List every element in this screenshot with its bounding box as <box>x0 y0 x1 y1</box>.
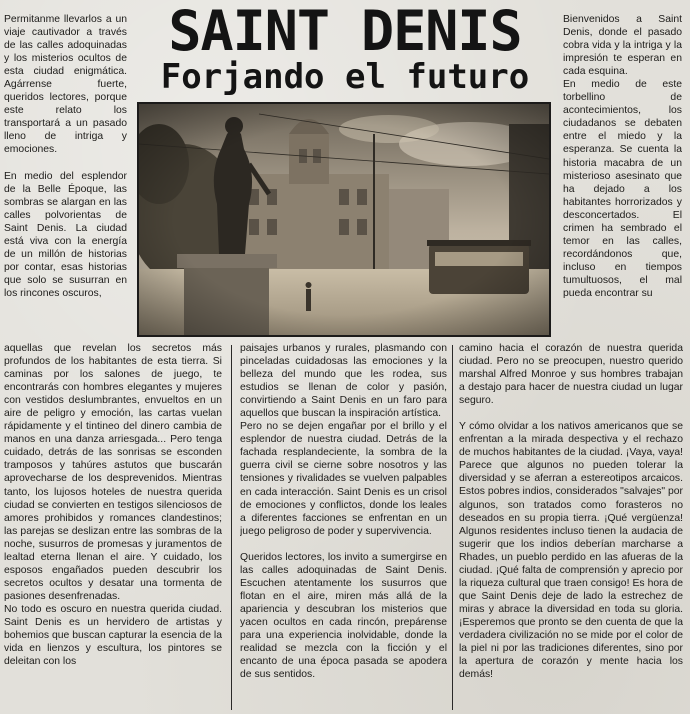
paragraph: aquellas que revelan los secretos más profundos de los habitantes de esta tierra. Si caminas por los salones de juego, te encontrarás con hombres elegantes y mujeres con vestidos deslumbrantes, envueltos en un aire de peligro y emoción, las cartas vuelan rápidamente y el tintineo del dinero cambia de manos en una danza arriesgada... Pero tenga cuidado, detrás de las sonrisas se esconden tramposos y tahúres astutos que buscarán aprovecharse de los desprevenidos. Mientras tanto, los lujosos hoteles de nuestra querida ciudad se convierten en testigos silenciosos de amores prohibidos y romances clandestinos; las parejas se deslizan entre las sombras de la noche, susurros de promesas y juramentos de lealtad eterna llenan el aire. Y cuidado, los esposos engañados pueden descubrir los secretos ocultos y desatar una tormenta de pasiones desenfrenadas. <box>4 343 222 602</box>
paragraph: En medio del esplendor de la Belle Époque, las sombras se alargan en las calles polvorientas de Saint Denis. La ciudad está viva con la energía de un millón de historias por contar, esas historias que solo se susurran en los rincones oscuros, <box>4 170 127 299</box>
paragraph: paisajes urbanos y rurales, plasmando con pinceladas cuidadosas las emociones y la belleza del mundo que les rodea, sus estudios se llenan de color y pasión, convirtiendo a Saint Denis en un faro para aquellos que buscan la inspiración artística. <box>240 343 447 420</box>
paragraph: Pero no se dejen engañar por el brillo y el esplendor de nuestra ciudad. Detrás de la fachada resplandeciente, la sombra de la guerra civil se cierne sobre nosotros y las tensiones y rivalidades se vuelven palpables en cada interacción. Saint Denis es un crisol de emociones y conflictos, donde los leales a diferentes facciones se enfrentan en un juego peligroso de poder y supervivencia. <box>240 421 447 537</box>
paragraph: Bienvenidos a Saint Denis, donde el pasado cobra vida y la intriga y la impresión te esperan en cada esquina. <box>563 14 682 78</box>
paragraph: Queridos lectores, los invito a sumergirse en las calles adoquinadas de Saint Denis. Escuchen atentamente los susurros que flotan en el aire, miren más allá de la apariencia y descubran los misterios que yacen ocultos en cada rincón, prepárense para una experiencia inolvidable, donde la realidad se mezcla con la ficción y el encanto de una época pasada se apodera de sus sentidos. <box>240 551 447 681</box>
article-column-left-top <box>4 13 127 341</box>
article-column-2 <box>240 342 447 712</box>
paragraph: No todo es oscuro en nuestra querida ciudad. Saint Denis es un hervidero de artistas y bohemios que buscan capturar la esencia de la vida en lienzos y escultura, los pintores se deleitan con los <box>4 603 222 668</box>
masthead-title: SAINT DENIS <box>168 0 522 63</box>
paragraph: Permitanme llevarlos a un viaje cautivador a través de las calles adoquinadas y los misterios ocultos de esta ciudad enigmática. Agárrense fuerte, queridos lectores, porque este relato los transportará a un pasado lleno de intriga y emociones. <box>4 14 127 156</box>
paragraph: Y cómo olvidar a los nativos americanos que se enfrentan a la mirada despectiva y el rechazo de muchos habitantes de la ciudad. ¡Vaya, vaya! Parece que algunos no pueden tolerar la diversidad y se aferran a estereotipos arcaicos. Estos pobres indios, considerados "salvajes" por algunos, son tratados como forasteros no deseados en su propia tierra. ¡Qué vergüenza! Algunos residentes incluso tienen la audacia de sugerir que los indios deberían marcharse a Rhades, un pueblo perdido en las afueras de la ciudad. ¡Qué falta de comprensión y aprecio por la riqueza cultural que traen consigo! Es hora de que Saint Denis deje de lado la estrechez de miras y abrace la diversidad en toda su gloria. ¡Esperemos que pronto se den cuenta de que la verdadera civilización no se mide por el color de la piel ni por las tradiciones diferentes, sino por la apertura de corazón y mente hacia los demás! <box>459 421 683 681</box>
saint-denis-photo <box>137 102 551 337</box>
column-divider <box>452 345 453 710</box>
article-column-right-top <box>563 13 682 341</box>
column-divider <box>231 345 232 710</box>
paragraph: En medio de este torbellino de acontecimientos, los ciudadanos se debaten entre el miedo y la esperanza. Se cuenta la historia macabra de un misterioso asesinato que ha dejado a los habitantes horrorizados y desconcertados. El crimen ha sembrado el temor en las calles, recordándonos que, incluso en tiempos tumultuosos, el mal pueda encontrar su <box>563 79 682 299</box>
article-column-1 <box>4 342 222 712</box>
city-street-photo-icon <box>139 104 549 335</box>
paragraph: camino hacia el corazón de nuestra querida ciudad. Pero no se preocupen, nuestro querido marshal Alfred Monroe y sus hombres trabajan a destajo para hacer de nuestra ciudad un lugar seguro. <box>459 343 683 407</box>
masthead-subtitle: Forjando el futuro <box>160 57 530 97</box>
article-column-3 <box>459 342 683 712</box>
